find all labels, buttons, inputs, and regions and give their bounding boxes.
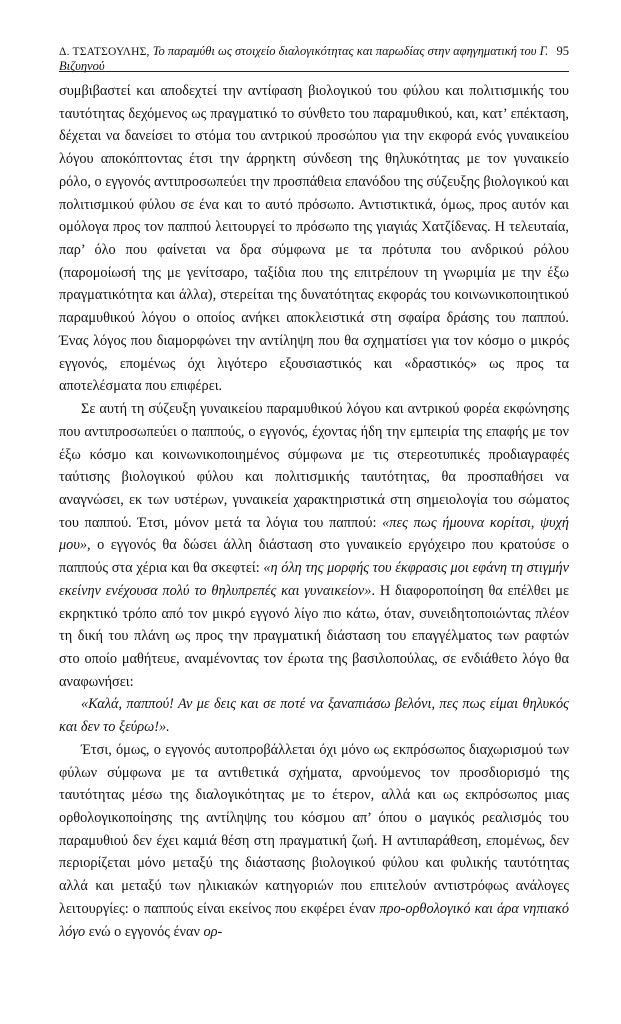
paragraph-2 [59, 398, 569, 693]
paragraph-2-text-b: , ο εγγονός θα δώσει άλλη διάσταση στο γυναικείο εργόχειρο που κρατούσε ο παππούς στα χέρια και θα σκεφτεί: [59, 537, 569, 577]
paragraph-2-text-a: Σε αυτή τη σύζευξη γυναικείου παραμυθικού λόγου και αντρικού φορέα εκφώνησης που αντιπροσωπεύει ο παππούς, ο εγγονός, έχοντας ήδη την εμπειρία της επαφής με τον έξω κόσμο και κοινωνικοποιημένος σύμφωνα με τις στερεοτυπικές προδιαγραφές ταύτισης βιολογικού φύλου και πολιτισμικής ταυτότητας, θα προσπαθήσει να αναγνώσει, εκ των υστέρων, γυναικεία χαρακτηριστικά στη σημειολογία του σώματος του παππού. Έτσι, μόνον μετά τα λόγια του παππού: [59, 401, 569, 531]
page-number: 95 [556, 44, 569, 58]
paragraph-3-italic-a: προ-ορθολογικό και άρα νηπιακό λόγο [59, 900, 570, 940]
paragraph-3-italic-b: ορ- [203, 923, 223, 940]
paragraph-2-quote-a: «πες πως ήμουνα κορίτσι, ψυχή μου» [59, 514, 569, 554]
paragraph-2-quote-b: «η όλη της μορφής του έκφρασις μοι εφάνη τη στιγμήν εκείνην ενέχουσα πολύ το θηλυπρεπές και γυναικείον» [59, 560, 569, 599]
paragraph-3-text-b: ενώ ο εγγονός έναν [85, 923, 204, 940]
header-author: Δ. ΤΣΑΤΣΟΥΛΗΣ, [59, 46, 150, 58]
body-text [59, 80, 569, 943]
paragraph-3 [59, 739, 569, 943]
header-divider [59, 71, 569, 72]
header-title: Το παραμύθι ως στοιχείο διαλογικότητας και παρωδίας στην αφηγηματική του Γ. Βιζυηνού [59, 44, 549, 73]
running-header [59, 44, 569, 74]
paragraph-2-text-c: . Η διαφοροποίηση θα επέλθει με εκρηκτικό τρόπο από τον μικρό εγγονό λίγο πιο κάτω, όταν, συνειδητοποιώντας πλέον τη δική του πλάνη ως προς την πραγματική διάσταση του επαγγέλματος των ραφτών στο οποίο μαθήτευε, αναμένοντας τον έρωτα της βασιλοπούλας, σε ενδιάθετο λόγο θα αναφωνήσει: [59, 582, 569, 690]
block-quote [59, 693, 569, 738]
paragraph-1: συμβιβαστεί και αποδεχτεί την αντίφαση βιολογικού του φύλου και πολιτισμικής του ταυτότητας δεχόμενος ως πραγματικό το σύνθετο του παραμυθικού, και, κατ’ επέκταση, δέχεται να δανείσει το στόμα του αντρικού προσώπου για την εκφορά ενός γυναικείου λόγου αποκόπτοντας έτσι την άρρηκτη σύνδεση της θηλυκότητας με τον γυναικείο ρόλο, ο εγγονός αντιπροσωπεύει την προσπάθεια επανόδου της σύζευξης βιολογικού και πολιτισμικού φύλου σε ένα και το αυτό πρόσωπο. Αντιστικτικά, όμως, προς αυτόν και ομόλογα προς τον παππού λειτουργεί το πρόσωπο της γιαγιάς Χατζίδενας. Η τελευταία, παρ’ όλο που φαίνεται να δρα σύμφωνα με τα πρότυπα του ανδρικού ρόλου (παρομοίωσή της με γενίτσαρο, ταξίδια που της επιτρέπουν τη γνωριμία με την έξω πραγματικότητα και άλλα), στερείται της δυνατότητας εκφοράς του κοινωνικοποιητικού παραμυθικού λόγου ο οποίος ανήκει αποκλειστικά στη σφαίρα δράσης του παππού. Ένας λόγος που διαμορφώνει την αντίληψη που θα σχηματίσει για τον κόσμο ο μικρός εγγονός, επομένως όχι λιγότερο εξουσιαστικός και «δραστικός» ως προς τα αποτελέσματα που επιφέρει. [59, 83, 569, 395]
header-citation [59, 44, 557, 74]
block-quote-text: «Καλά, παππού! Αν με δεις και σε ποτέ να ξαναπιάσω βελόνι, πες πως είμαι θηλυκός και δεν το ξεύρω!». [59, 696, 569, 736]
paragraph-3-text-a: Έτσι, όμως, ο εγγονός αυτοπροβάλλεται όχι μόνο ως εκπρόσωπος διαχωρισμού των φύλων σύμφωνα με τα αντιθετικά σχήματα, αρνούμενος τον προσδιορισμό της ταυτότητας μέσω της διαλογικότητας με το έτερον, αλλά και ως εκπρόσωπος μιας ορθολογικοποίησης της αντίληψης του κόσμου απ’ όπου ο μαγικός ρεαλισμός του παραμυθιού δεν έχει καμιά θέση στη πραγματική ζωή. Η αντιπαράθεση, επομένως, δεν περιορίζεται μόνο μεταξύ της διάστασης βιολογικού φύλου και φυλικής ταυτότητας αλλά και μεταξύ των ηλικιακών κατηγοριών που επιτελούν αντιστρόφως ανάλογες λειτουργίες: ο παππούς είναι εκείνος που εκφέρει έναν [59, 741, 569, 917]
